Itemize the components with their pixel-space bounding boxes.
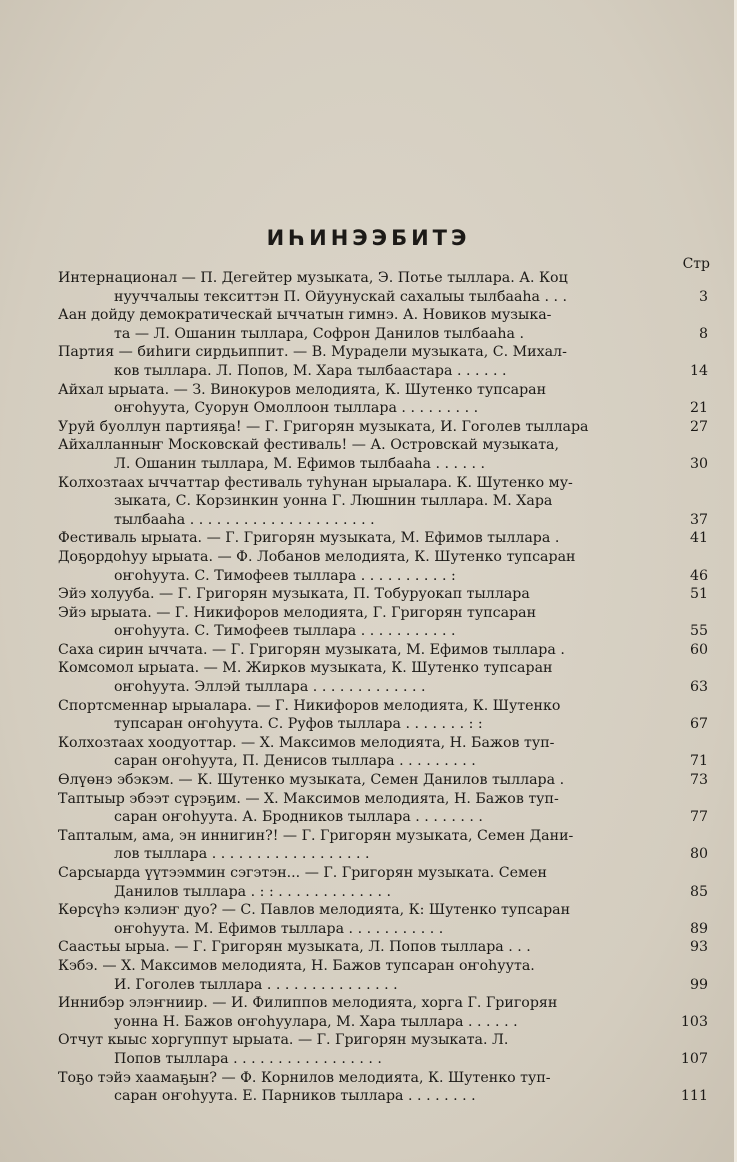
entry-continuation-line: саран оҥоһуута. Е. Парников тыллара . . . . . . . . (114, 1088, 476, 1105)
toc-entry (58, 790, 708, 827)
toc-entry (58, 418, 708, 437)
toc-entry (58, 1069, 708, 1106)
toc-entry (58, 604, 708, 641)
entry-page-number: 80 (689, 846, 708, 863)
entry-page-number: 37 (689, 511, 708, 528)
entry-page-number: 77 (689, 809, 708, 826)
entry-page-number: 55 (689, 623, 708, 640)
entry-page-number: 21 (689, 400, 708, 417)
entry-continuation-line: Данилов тыллара . : : . . . . . . . . . . . . . (114, 883, 391, 900)
toc-entry (58, 436, 708, 473)
toc-entry (58, 585, 708, 604)
entry-title-line: Таптыыр эбээт сүрэҕим. — Х. Максимов мелодията, Н. Бажов туп- (58, 790, 559, 807)
contents-title: ИҺИНЭЭБИТЭ (266, 226, 471, 250)
entry-continuation-line: саран оҥоһуута. А. Бродников тыллара . . . . . . . . (114, 809, 483, 826)
entry-page-number: 63 (689, 679, 708, 696)
page-column-header: Стр (682, 256, 710, 272)
toc-entry (58, 734, 708, 771)
toc-entry (58, 771, 708, 790)
toc-entry (58, 306, 708, 343)
entry-title-line: Тоҕо тэйэ хаамаҕын? — Ф. Корнилов мелодията, К. Шутенко туп- (58, 1069, 551, 1086)
toc-entry (58, 659, 708, 696)
toc-entry (58, 697, 708, 734)
toc-entry (58, 901, 708, 938)
entry-page-number: 60 (689, 641, 708, 658)
entry-page-number: 51 (689, 586, 708, 603)
entry-page-number: 30 (689, 455, 708, 472)
toc-entry (58, 343, 708, 380)
entry-page-number: 73 (689, 772, 708, 789)
entry-title-line: Партия — биһиги сирдьиппит. — В. Мурадели музыката, С. Михал- (58, 344, 567, 361)
entry-title-line: Эйэ холууба. — Г. Григорян музыката, П. Тобуруокап тыллара (58, 586, 530, 603)
entry-title-line: Отчут кыыс хоргуппут ырыата. — Г. Григорян музыката. Л. (58, 1032, 509, 1049)
entry-continuation-line: та — Л. Ошанин тыллара, Софрон Данилов тылбааһа . (114, 325, 524, 342)
toc-entry (58, 957, 708, 994)
entry-title-line: Колхозтаах хоодуоттар. — Х. Максимов мелодията, Н. Бажов туп- (58, 734, 555, 751)
entry-continuation-line: ков тыллара. Л. Попов, М. Хара тылбаастара . . . . . . (114, 362, 507, 379)
entry-continuation-line: И. Гоголев тыллара . . . . . . . . . . . . . . . (114, 976, 398, 993)
entry-page-number: 14 (689, 362, 708, 379)
toc-entry (58, 1031, 708, 1068)
entry-title-line: Комсомол ырыата. — М. Жирков музыката, К. Шутенко тупсаран (58, 660, 553, 677)
entry-page-number: 3 (698, 288, 708, 305)
entry-page-number: 107 (680, 1050, 708, 1067)
entry-title-line: Кэбэ. — Х. Максимов мелодията, Н. Бажов тупсаран оҥоһуута. (58, 957, 535, 974)
entry-title-line: Аан дойду демократическай ыччатын гимнэ. А. Новиков музыка- (58, 307, 552, 324)
entry-page-number: 8 (698, 325, 708, 342)
entry-title-line: Уруй буоллун партияҕа! — Г. Григорян музыката, И. Гоголев тыллара (58, 418, 589, 435)
entry-continuation-line: саран оҥоһуута, П. Денисов тыллара . . . . . . . . . (114, 753, 476, 770)
toc-entry (58, 529, 708, 548)
entry-continuation-line: уонна Н. Бажов оҥоһуулара, М. Хара тыллара . . . . . . (114, 1013, 518, 1030)
entry-page-number: 89 (689, 920, 708, 937)
entry-continuation-line: оҥоһуута. С. Тимофеев тыллара . . . . . . . . . . . (114, 623, 456, 640)
toc-entry (58, 548, 708, 585)
entry-page-number: 111 (680, 1088, 708, 1105)
entry-continuation-line: нууччалыы текситтэн П. Ойуунускай сахалыы тылбааһа . . . (114, 288, 568, 305)
entry-page-number: 93 (689, 939, 708, 956)
entry-page-number: 99 (689, 976, 708, 993)
entry-title-line: Доҕордоһуу ырыата. — Ф. Лобанов мелодията, К. Шутенко тупсаран (58, 548, 576, 565)
toc-entry (58, 269, 708, 306)
toc-entry (58, 938, 708, 957)
toc-entry (58, 381, 708, 418)
entry-page-number: 46 (689, 567, 708, 584)
entry-continuation-line: оҥоһуута. М. Ефимов тыллара . . . . . . . . . . . (114, 920, 444, 937)
entry-title-line: Эйэ ырыата. — Г. Никифоров мелодията, Г. Григорян тупсаран (58, 604, 537, 621)
entry-title-line: Спортсменнар ырыалара. — Г. Никифоров мелодията, К. Шутенко (58, 697, 561, 714)
entry-title-line: Сарсыарда үүтээммин сэгэтэн... — Г. Григорян музыката. Семен (58, 865, 547, 881)
toc-entry (58, 641, 708, 660)
table-of-contents (58, 269, 708, 1106)
entry-title-line: Интернационал — П. Дегейтер музыката, Э. Потье тыллара. А. Коц (58, 270, 568, 286)
entry-title-line: Айхал ырыата. — З. Винокуров мелодията, К. Шутенко тупсаран (58, 381, 547, 398)
entry-page-number: 41 (689, 530, 708, 547)
entry-title-line: Өлүөнэ эбэкэм. — К. Шутенко музыката, Семен Данилов тыллара . (58, 772, 565, 789)
toc-entry (58, 827, 708, 864)
entry-continuation-line: зыката, С. Корзинкин уонна Г. Люшнин тыллара. М. Хара (114, 493, 553, 510)
entry-continuation-line: лов тыллара . . . . . . . . . . . . . . . . . . (114, 846, 370, 863)
entry-continuation-line: Попов тыллара . . . . . . . . . . . . . . . . . (114, 1050, 382, 1067)
entry-continuation-line: оҥоһуута, Суорун Омоллоон тыллара . . . . . . . . . (114, 400, 479, 417)
entry-continuation-line: тылбааһа . . . . . . . . . . . . . . . . . . . . . (114, 511, 375, 528)
entry-page-number: 27 (689, 418, 708, 435)
entry-title-line: Айхалланныҥ Московскай фестиваль! — А. Островскай музыката, (58, 437, 560, 454)
entry-title-line: Тапталым, ама, эн иннигин?! — Г. Григорян музыката, Семен Дани- (58, 827, 574, 844)
entry-title-line: Иннибэр элэҥниир. — И. Филиппов мелодията, хорга Г. Григорян (58, 995, 558, 1012)
entry-page-number: 103 (680, 1013, 708, 1030)
entry-page-number: 67 (689, 716, 708, 733)
entry-continuation-line: тупсаран оҥоһуута. С. Руфов тыллара . . . . . . . : : (114, 716, 483, 733)
entry-page-number: 71 (689, 753, 708, 770)
entry-page-number: 85 (689, 883, 708, 900)
entry-continuation-line: оҥоһуута. Эллэй тыллара . . . . . . . . . . . . . (114, 679, 426, 696)
entry-title-line: Саастьы ырыа. — Г. Григорян музыката, Л. Попов тыллара . . . (58, 939, 531, 956)
entry-title-line: Саха сирин ыччата. — Г. Григорян музыката, М. Ефимов тыллара . (58, 641, 565, 658)
toc-entry (58, 864, 708, 901)
entry-title-line: Көрсүһэ кэлиэҥ дуо? — С. Павлов мелодията, К: Шутенко тупсаран (58, 902, 571, 919)
entry-continuation-line: Л. Ошанин тыллара, М. Ефимов тылбааһа . . . . . . (114, 455, 486, 472)
entry-continuation-line: оҥоһуута. С. Тимофеев тыллара . . . . . . . . . . : (114, 567, 456, 584)
entry-title-line: Фестиваль ырыата. — Г. Григорян музыката, М. Ефимов тыллара . (58, 530, 560, 547)
toc-entry (58, 994, 708, 1031)
toc-entry (58, 474, 708, 530)
entry-title-line: Колхозтаах ыччаттар фестиваль туһунан ырыалара. К. Шутенко му- (58, 474, 573, 491)
